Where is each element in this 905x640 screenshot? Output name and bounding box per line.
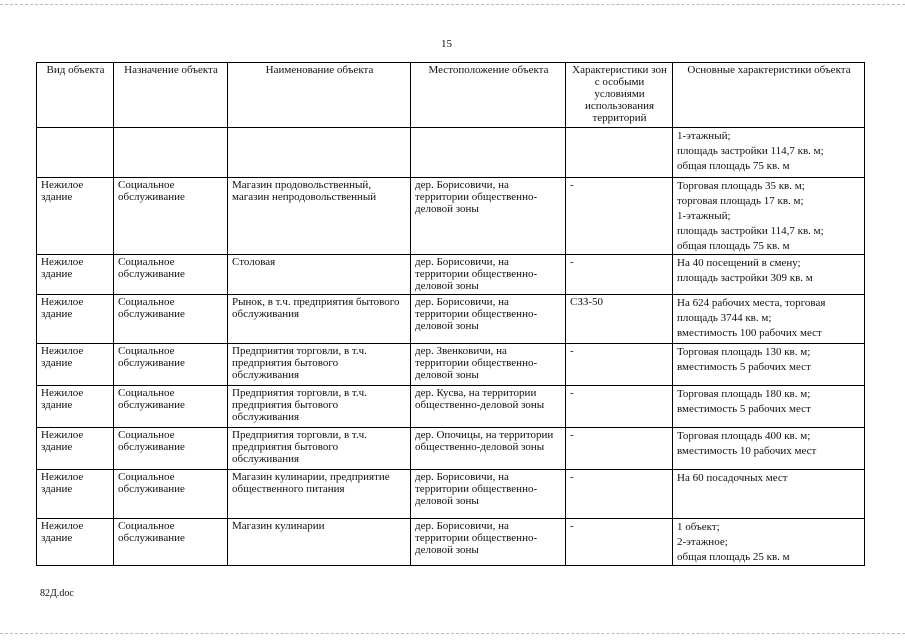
- cell-object-location: дер. Борисовичи, на территории общественно-деловой зоны: [411, 255, 566, 295]
- characteristic-line: На 624 рабочих места, торговая площадь 3744 кв. м;: [677, 297, 826, 324]
- cell-object-purpose: Социальное обслуживание: [114, 178, 228, 255]
- characteristic-line: вместимость 10 рабочих мест: [677, 445, 817, 457]
- cell-object-purpose: Социальное обслуживание: [114, 255, 228, 295]
- cell-object-location: дер. Звенковичи, на территории общественно-деловой зоны: [411, 344, 566, 386]
- cell-main-characteristics: [673, 128, 865, 178]
- top-scan-edge: [0, 4, 905, 5]
- cell-object-location: дер. Кусва, на территории общественно-деловой зоны: [411, 386, 566, 428]
- cell-zone-characteristics: -: [566, 428, 673, 470]
- cell-zone-characteristics: [566, 128, 673, 178]
- header-object-name: Наименование объекта: [228, 63, 411, 128]
- cell-main-characteristics: [673, 255, 865, 295]
- cell-object-name: Магазин кулинарии: [228, 519, 411, 566]
- cell-object-purpose: [114, 128, 228, 178]
- table-row: [37, 295, 865, 344]
- cell-main-characteristics: [673, 519, 865, 566]
- cell-object-location: дер. Борисовичи, на территории общественно-деловой зоны: [411, 519, 566, 566]
- cell-object-name: Столовая: [228, 255, 411, 295]
- cell-object-type: Нежилое здание: [37, 255, 114, 295]
- table-row: [37, 386, 865, 428]
- characteristic-line: вместимость 5 рабочих мест: [677, 403, 811, 415]
- cell-object-location: дер. Борисовичи, на территории общественно-деловой зоны: [411, 295, 566, 344]
- characteristic-line: Торговая площадь 180 кв. м;: [677, 388, 811, 400]
- cell-object-purpose: Социальное обслуживание: [114, 470, 228, 519]
- header-object-purpose: Назначение объекта: [114, 63, 228, 128]
- characteristic-line: площадь застройки 309 кв. м: [677, 272, 813, 284]
- cell-object-type: [37, 128, 114, 178]
- characteristic-line: площадь застройки 114,7 кв. м;: [677, 225, 824, 237]
- characteristic-line: Торговая площадь 400 кв. м;: [677, 430, 811, 442]
- header-main-characteristics: Основные характеристики объекта: [673, 63, 865, 128]
- cell-zone-characteristics: -: [566, 386, 673, 428]
- characteristic-line: Торговая площадь 35 кв. м;: [677, 180, 805, 192]
- cell-object-name: Рынок, в т.ч. предприятия бытового обслуживания: [228, 295, 411, 344]
- cell-object-type: Нежилое здание: [37, 178, 114, 255]
- cell-object-purpose: Социальное обслуживание: [114, 344, 228, 386]
- cell-main-characteristics: [673, 295, 865, 344]
- cell-main-characteristics: [673, 470, 865, 519]
- characteristic-line: торговая площадь 17 кв. м;: [677, 195, 804, 207]
- cell-object-name: Магазин кулинарии, предприятие общественного питания: [228, 470, 411, 519]
- cell-zone-characteristics: -: [566, 255, 673, 295]
- table-row: [37, 344, 865, 386]
- characteristic-line: 1-этажный;: [677, 130, 731, 142]
- objects-table: [36, 62, 865, 566]
- header-zone-characteristics: Характеристики зон с особыми условиями использования территорий: [566, 63, 673, 128]
- characteristic-line: вместимость 100 рабочих мест: [677, 327, 822, 339]
- cell-object-type: Нежилое здание: [37, 470, 114, 519]
- cell-object-type: Нежилое здание: [37, 386, 114, 428]
- characteristic-line: 1-этажный;: [677, 210, 731, 222]
- cell-object-name: Предприятия торговли, в т.ч. предприятия бытового обслуживания: [228, 386, 411, 428]
- cell-object-type: Нежилое здание: [37, 519, 114, 566]
- characteristic-line: 1 объект;: [677, 521, 720, 533]
- table-row: [37, 519, 865, 566]
- cell-object-purpose: Социальное обслуживание: [114, 428, 228, 470]
- characteristic-line: общая площадь 75 кв. м: [677, 240, 790, 252]
- characteristic-line: Торговая площадь 130 кв. м;: [677, 346, 811, 358]
- cell-zone-characteristics: -: [566, 344, 673, 386]
- cell-object-type: Нежилое здание: [37, 295, 114, 344]
- characteristic-line: вместимость 5 рабочих мест: [677, 361, 811, 373]
- header-object-type: Вид объекта: [37, 63, 114, 128]
- table-row: [37, 470, 865, 519]
- table-row: [37, 178, 865, 255]
- cell-object-location: дер. Борисовичи, на территории общественно-деловой зоны: [411, 178, 566, 255]
- cell-main-characteristics: [673, 386, 865, 428]
- cell-object-type: Нежилое здание: [37, 428, 114, 470]
- header-object-location: Местоположение объекта: [411, 63, 566, 128]
- table-header-row: [37, 63, 865, 128]
- cell-object-purpose: Социальное обслуживание: [114, 519, 228, 566]
- cell-object-type: Нежилое здание: [37, 344, 114, 386]
- table-row: [37, 428, 865, 470]
- characteristic-line: общая площадь 25 кв. м: [677, 551, 790, 563]
- cell-object-name: Предприятия торговли, в т.ч. предприятия бытового обслуживания: [228, 428, 411, 470]
- cell-object-name: Предприятия торговли, в т.ч. предприятия бытового обслуживания: [228, 344, 411, 386]
- cell-object-location: дер. Опочицы, на территории общественно-деловой зоны: [411, 428, 566, 470]
- cell-object-purpose: Социальное обслуживание: [114, 386, 228, 428]
- cell-object-location: [411, 128, 566, 178]
- page-number: 15: [441, 38, 452, 50]
- bottom-scan-edge: [0, 633, 905, 634]
- table-body: [37, 128, 865, 566]
- cell-object-purpose: Социальное обслуживание: [114, 295, 228, 344]
- cell-zone-characteristics: -: [566, 178, 673, 255]
- cell-zone-characteristics: -: [566, 470, 673, 519]
- cell-main-characteristics: [673, 178, 865, 255]
- cell-zone-characteristics: СЗЗ-50: [566, 295, 673, 344]
- cell-zone-characteristics: -: [566, 519, 673, 566]
- footer-filename: 82Д.doc: [40, 588, 74, 599]
- cell-main-characteristics: [673, 344, 865, 386]
- cell-main-characteristics: [673, 428, 865, 470]
- characteristic-line: общая площадь 75 кв. м: [677, 160, 790, 172]
- table-row: [37, 255, 865, 295]
- cell-object-location: дер. Борисовичи, на территории общественно-деловой зоны: [411, 470, 566, 519]
- cell-object-name: [228, 128, 411, 178]
- characteristic-line: площадь застройки 114,7 кв. м;: [677, 145, 824, 157]
- characteristic-line: На 40 посещений в смену;: [677, 257, 801, 269]
- characteristic-line: На 60 посадочных мест: [677, 472, 788, 484]
- characteristic-line: 2-этажное;: [677, 536, 728, 548]
- cell-object-name: Магазин продовольственный, магазин непродовольственный: [228, 178, 411, 255]
- table-row: [37, 128, 865, 178]
